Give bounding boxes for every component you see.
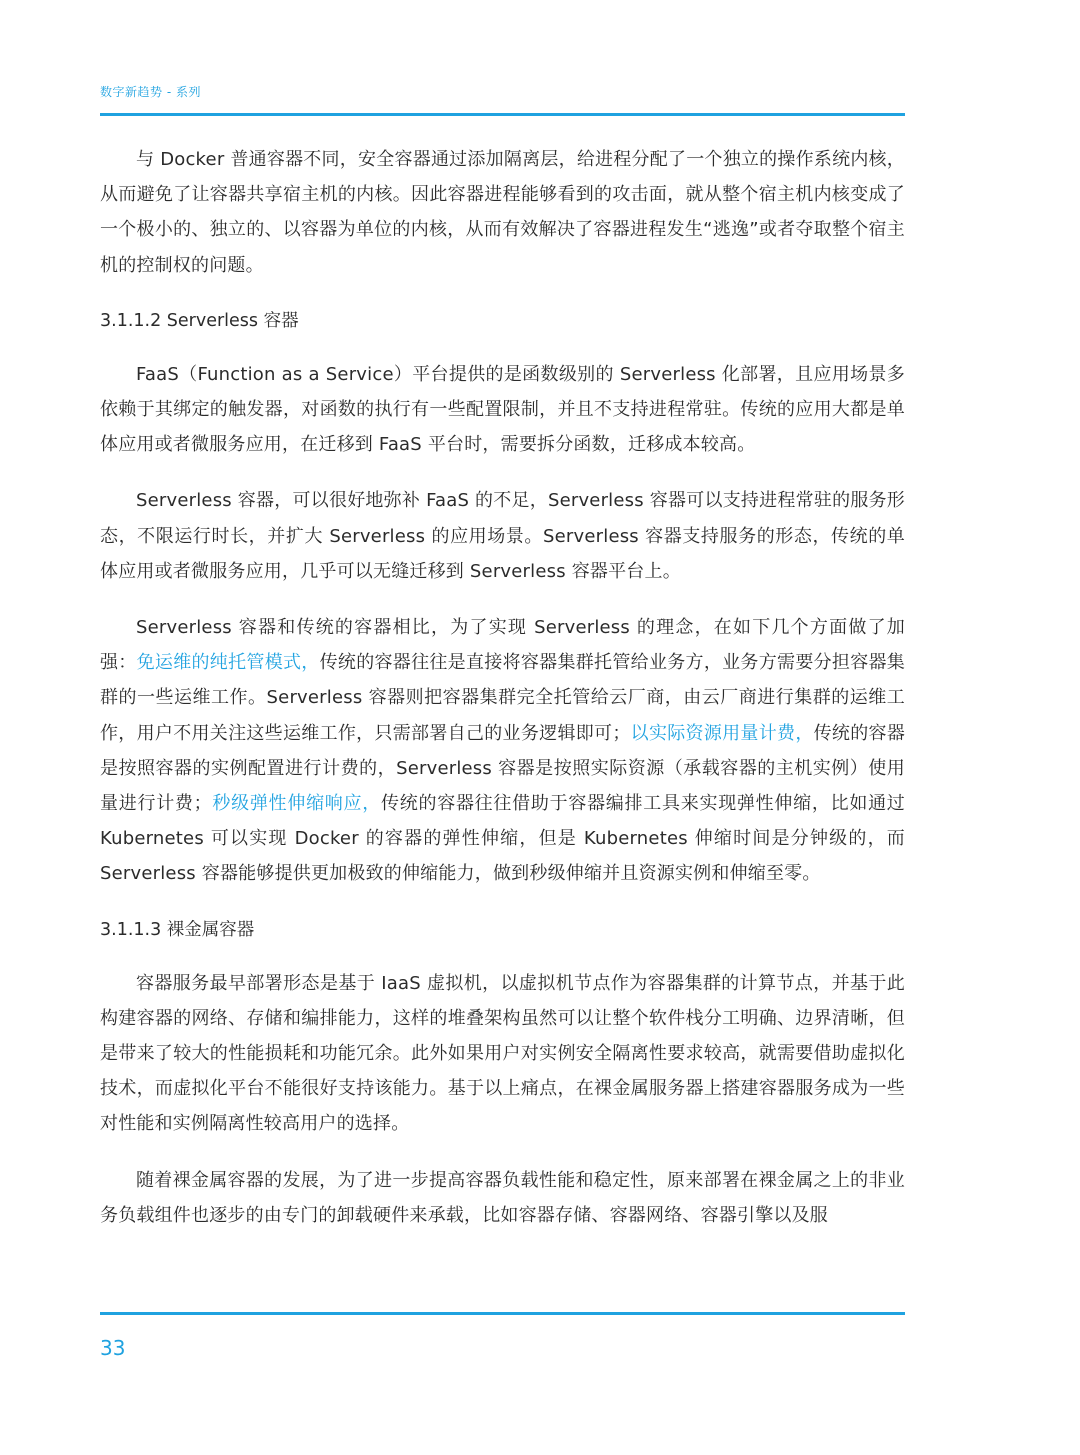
paragraph-serverless-enhancements — [100, 610, 905, 892]
text-segment: 传统的容器往往是直接将容器集群托管给业务方，业务方需要分担容器集群的一些运维工作。Serverless 容器则把容器集群完全托管给云厂商，由云厂商进行集群的运维工作，用户不用关注这些运维工作，只需部署自己的业务逻辑即可； — [100, 652, 906, 744]
highlight-usage-billing: 以实际资源用量计费， — [630, 722, 814, 744]
page-number: 33 — [100, 1336, 126, 1360]
text-segment: Serverless 容器和传统的容器相比，为了实现 Serverless 的理念，在如下几个方面做了加强： — [100, 617, 905, 674]
text-segment: 传统的容器往往借助于容器编排工具来实现弹性伸缩，比如通过 Kubernetes 可以实现 Docker 的容器的弹性伸缩，但是 Kubernetes 伸缩时间是分钟级的，而 Serverless 容器能够提供更加极致的伸缩能力，做到秒级伸缩并且资源实例和伸缩至零。 — [100, 793, 905, 885]
paragraph-bare-metal-development: 随着裸金属容器的发展，为了进一步提高容器负载性能和稳定性，原来部署在裸金属之上的非业务负载组件也逐步的由专门的卸载硬件来承载，比如容器存储、容器网络、容器引擎以及服 — [100, 1169, 905, 1226]
paragraph-bare-metal-origin: 容器服务最早部署形态是基于 IaaS 虚拟机，以虚拟机节点作为容器集群的计算节点，并基于此构建容器的网络、存储和编排能力，这样的堆叠架构虽然可以让整个软件栈分工明确、边界清晰，但是带来了较大的性能损耗和功能冗余。此外如果用户对实例安全隔离性要求较高，就需要借助虚拟化技术，而虚拟化平台不能很好支持该能力。基于以上痛点，在裸金属服务器上搭建容器服务成为一些对性能和实例隔离性较高用户的选择。 — [100, 972, 905, 1135]
paragraph-serverless-containers: Serverless 容器，可以很好地弥补 FaaS 的不足，Serverless 容器可以支持进程常驻的服务形态，不限运行时长，并扩大 Serverless 的应用场景。Serverless 容器支持服务的形态，传统的单体应用或者微服务应用，几乎可以无缝迁移到 Serverless 容器平台上。 — [100, 490, 905, 582]
text-segment: 传统的容器是按照容器的实例配置进行计费的，Serverless 容器是按照实际资源（承载容器的主机实例）使用量进行计费； — [100, 722, 906, 815]
highlight-elastic-scaling: 秒级弹性伸缩响应， — [211, 793, 382, 815]
section-heading-bare-metal: 3.1.1.3 裸金属容器 — [100, 919, 255, 940]
document-body — [100, 142, 905, 1254]
section-heading-serverless: 3.1.1.2 Serverless 容器 — [100, 310, 299, 331]
header-rule — [100, 113, 905, 116]
series-label: 数字新趋势 - 系列 — [100, 85, 201, 99]
paragraph-faas: FaaS（Function as a Service）平台提供的是函数级别的 Serverless 化部署，且应用场景多依赖于其绑定的触发器，对函数的执行有一些配置限制，并且不支持进程常驻。传统的应用大都是单体应用或者微服务应用，在迁移到 FaaS 平台时，需要拆分函数，迁移成本较高。 — [100, 363, 905, 456]
paragraph-secure-containers: 与 Docker 普通容器不同，安全容器通过添加隔离层，给进程分配了一个独立的操作系统内核，从而避免了让容器共享宿主机的内核。因此容器进程能够看到的攻击面，就从整个宿主机内核变成了一个极小的、独立的、以容器为单位的内核，从而有效解决了容器进程发生“逃逸”或者夺取整个宿主机的控制权的问题。 — [100, 149, 905, 276]
highlight-managed-mode: 免运维的纯托管模式， — [136, 652, 320, 674]
footer-rule — [100, 1312, 905, 1315]
